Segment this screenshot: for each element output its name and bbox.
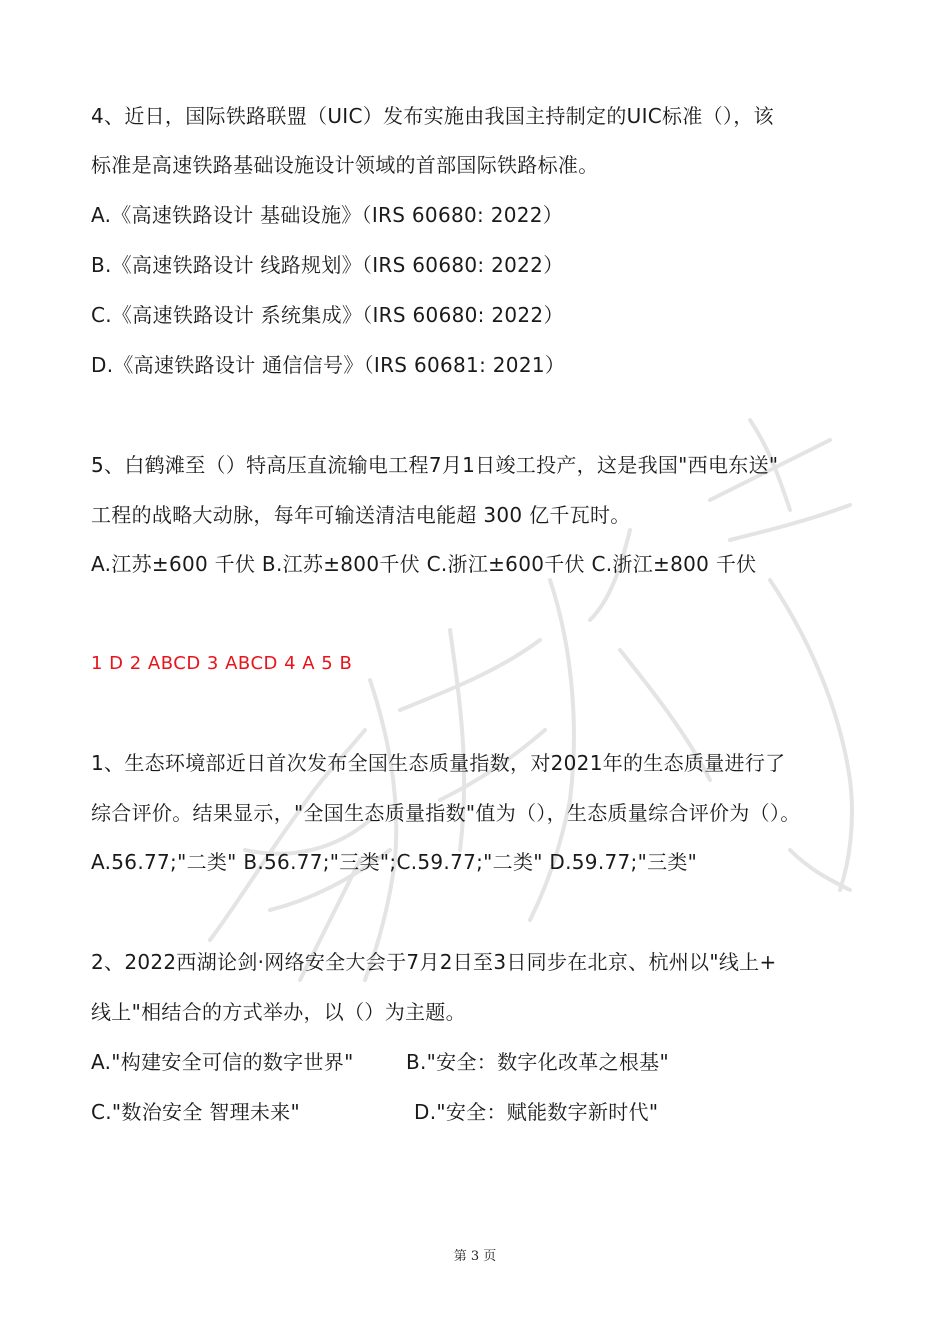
- q4-option-d: D.《高速铁路设计 通信信号》（IRS 60681: 2021）: [91, 353, 566, 377]
- q2-stem-line1: 2、2022西湖论剑·网络安全大会于7月2日至3日同步在北京、杭州以"线上+: [91, 950, 777, 974]
- q1-stem-line1: 1、生态环境部近日首次发布全国生态质量指数，对2021年的生态质量进行了: [91, 751, 786, 775]
- q1-stem-line2: 综合评价。结果显示，"全国生态质量指数"值为（），生态质量综合评价为（）。: [91, 801, 801, 825]
- q2-option-b: B."安全：数字化改革之根基": [406, 1050, 669, 1074]
- q4-option-c: C.《高速铁路设计 系统集成》（IRS 60680: 2022）: [91, 303, 564, 327]
- q4-stem-line1: 4、近日，国际铁路联盟（UIC）发布实施由我国主持制定的UIC标准（），该: [91, 104, 774, 128]
- q1-options: A.56.77;"二类" B.56.77;"三类";C.59.77;"二类" D.59.77;"三类": [91, 850, 698, 874]
- q2-option-a: A."构建安全可信的数字世界": [91, 1050, 354, 1074]
- q5-stem-line1: 5、白鹤滩至（）特高压直流输电工程7月1日竣工投产，这是我国"西电东送": [91, 453, 779, 477]
- q5-options: A.江苏±600 千伏 B.江苏±800千伏 C.浙江±600千伏 C.浙江±800 千伏: [91, 552, 757, 576]
- answer-key: 1 D 2 ABCD 3 ABCD 4 A 5 B: [91, 653, 353, 674]
- q2-option-d: D."安全：赋能数字新时代": [414, 1100, 659, 1124]
- q2-option-c: C."数治安全 智理未来": [91, 1100, 300, 1124]
- page-number: 第 3 页: [453, 1249, 497, 1264]
- q4-stem-line2: 标准是高速铁路基础设施设计领域的首部国际铁路标准。: [91, 153, 599, 177]
- q5-stem-line2: 工程的战略大动脉，每年可输送清洁电能超 300 亿千瓦时。: [91, 503, 631, 527]
- q4-option-b: B.《高速铁路设计 线路规划》（IRS 60680: 2022）: [91, 253, 564, 277]
- q2-stem-line2: 线上"相结合的方式举办，以（）为主题。: [91, 1000, 466, 1024]
- q4-option-a: A.《高速铁路设计 基础设施》（IRS 60680: 2022）: [91, 203, 564, 227]
